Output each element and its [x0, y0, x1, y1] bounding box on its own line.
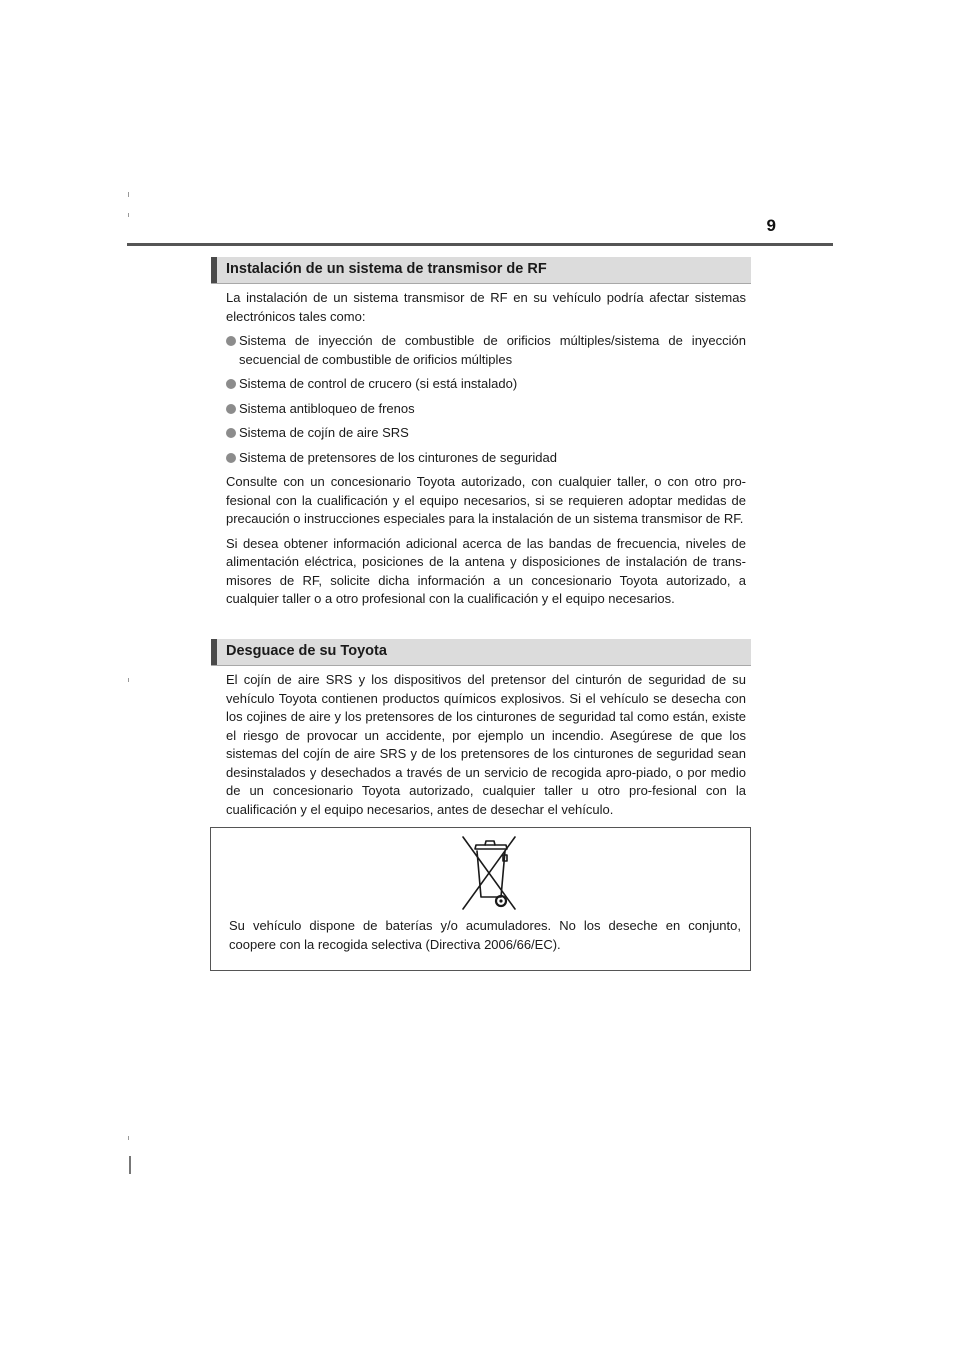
- section-heading-scrapping: [211, 639, 751, 666]
- section-title: Instalación de un sistema de transmisor de RF: [226, 261, 547, 277]
- bullet-dot-icon: [226, 428, 236, 438]
- body-paragraph: Consulte con un concesionario Toyota autorizado, con cualquier taller, o con otro pro-fesional con la cualificación y el equipo necesarios, si se requieren adoptar medidas de precaución o instrucciones especiales para la instalación de un sistema transmisor de RF.: [226, 474, 746, 526]
- battery-disposal-notice: [210, 827, 751, 971]
- margin-mark: [129, 1156, 131, 1174]
- crossed-out-wheelie-bin-icon: [457, 833, 521, 913]
- list-item: [226, 424, 746, 443]
- bullet-dot-icon: [226, 336, 236, 346]
- margin-mark: [128, 192, 129, 197]
- list-item-text: Sistema de control de crucero (si está instalado): [239, 376, 518, 391]
- list-item-text: Sistema de pretensores de los cinturones de seguridad: [239, 449, 557, 465]
- body-paragraph: El cojín de aire SRS y los dispositivos del pretensor del cinturón de seguridad de su vehículo Toyota contienen productos químicos explosivos. Si el vehículo se desecha con los cojines de aire y los pretensores de los cinturones de seguridad tal como están, existe el riesgo de provocar un accidente, por ejemplo un incendio. Asegúrese de que los sistemas del cojín de aire SRS y de los pretensores de los cinturones de seguridad sean desinstalados y desechados a través de un servicio de recogida apro-piado, o por medio de un concesionario Toyota autorizado, cualquier taller u otro pro-fesional con la cualificación y el equipo necesarios, antes de desechar el vehículo.: [226, 672, 746, 817]
- list-item-text: Sistema antibloqueo de frenos: [239, 400, 415, 416]
- list-item-text: Sistema de inyección de combustible de orificios múltiples/sistema de inyección secuencial de combustible de orificios múltiples: [239, 333, 746, 367]
- heading-accent-bar: [211, 257, 217, 283]
- margin-mark: [128, 1136, 129, 1140]
- section-heading-rf-transmitter: [211, 257, 751, 284]
- heading-accent-bar: [211, 639, 217, 665]
- list-item: [226, 375, 746, 394]
- list-item: [226, 332, 746, 369]
- notice-text: Su vehículo dispone de baterías y/o acumuladores. No los deseche en conjunto, coopere con la recogida selectiva (Directiva 2006/66/EC).: [229, 918, 741, 952]
- bullet-dot-icon: [226, 379, 236, 389]
- affected-systems-list: [226, 332, 746, 467]
- section-body-scrapping: [226, 671, 746, 819]
- section-title: Desguace de su Toyota: [226, 643, 387, 659]
- list-item: [226, 400, 746, 419]
- body-paragraph: Si desea obtener información adicional acerca de las bandas de frecuencia, niveles de alimentación eléctrica, posiciones de la antena y disposiciones de instalación de trans-misores de RF, solicite dicha información a un concesionario Toyota autorizado, a cualquier taller o a otro profesional con la cualificación y el equipo necesarios.: [226, 535, 746, 606]
- intro-paragraph: La instalación de un sistema transmisor de RF en su vehículo podría afectar sistemas electrónicos tales como:: [226, 290, 746, 324]
- page-number: 9: [766, 216, 776, 235]
- bullet-dot-icon: [226, 404, 236, 414]
- section-body-rf-transmitter: [226, 289, 746, 609]
- margin-mark: [128, 678, 129, 682]
- header-rule: [127, 243, 833, 246]
- margin-mark: [128, 213, 129, 217]
- list-item-text: Sistema de cojín de aire SRS: [239, 425, 409, 440]
- bullet-dot-icon: [226, 453, 236, 463]
- list-item: [226, 449, 746, 468]
